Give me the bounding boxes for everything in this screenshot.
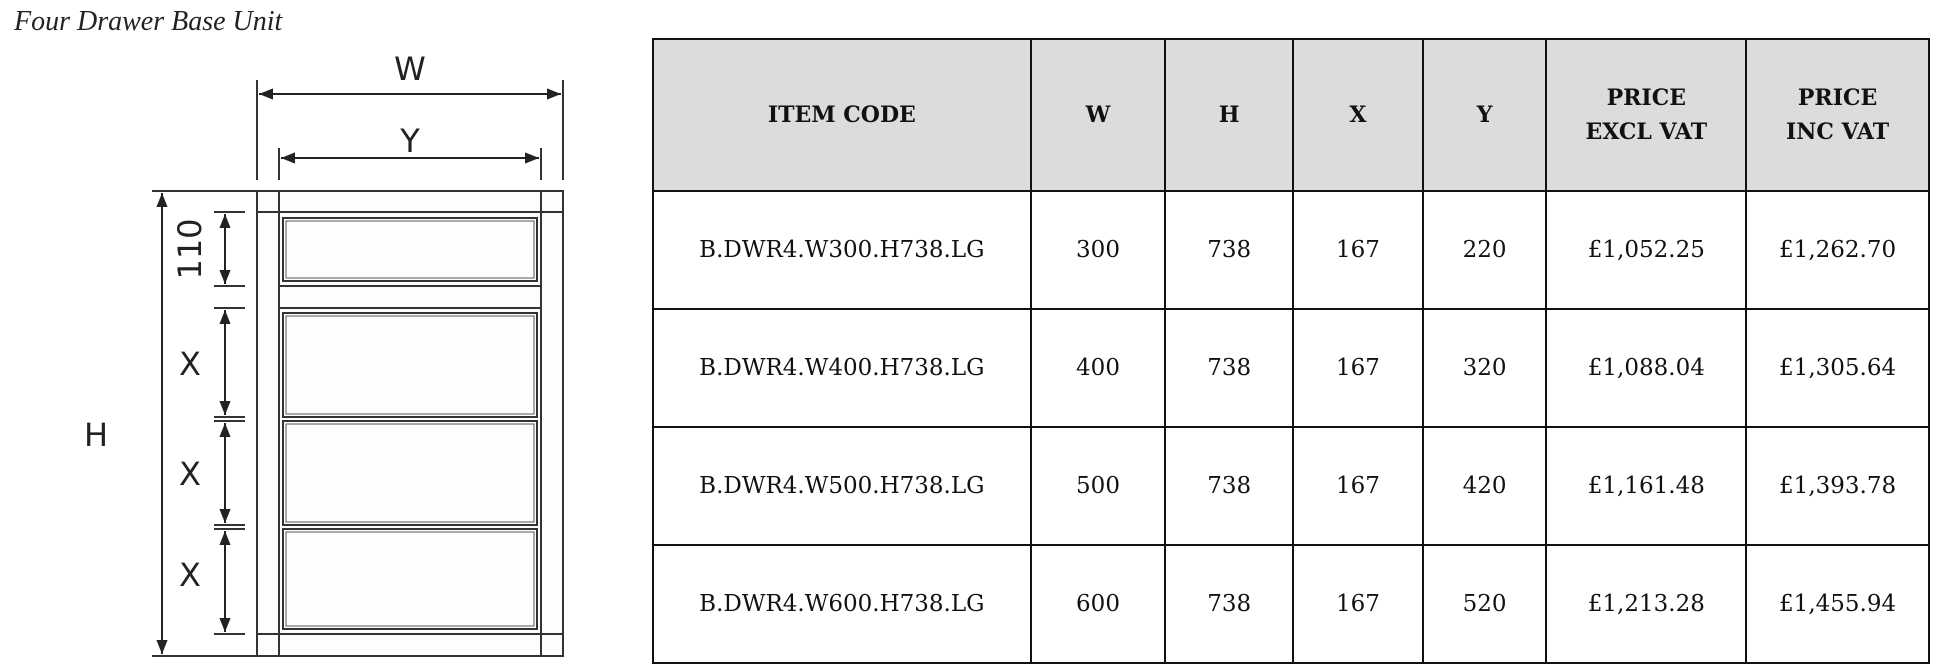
drawer-4-label: X [179, 556, 201, 594]
w-cell: 300 [1031, 191, 1166, 309]
price-table [652, 38, 1930, 664]
y-header: Y [1423, 39, 1547, 191]
w-header: W [1031, 39, 1166, 191]
x-cell: 167 [1293, 427, 1423, 545]
item-code-cell: B.DWR4.W600.H738.LG [653, 545, 1031, 663]
table-row [653, 309, 1929, 427]
price-inc-vat-header [1746, 39, 1929, 191]
price-excl-cell: £1,088.04 [1546, 309, 1746, 427]
price-excl-cell: £1,213.28 [1546, 545, 1746, 663]
table-row [653, 545, 1929, 663]
table-header-row [653, 39, 1929, 191]
x-header: X [1293, 39, 1423, 191]
width-label: W [394, 50, 426, 88]
price-excl-cell: £1,052.25 [1546, 191, 1746, 309]
item-code-header: ITEM CODE [653, 39, 1031, 191]
w-cell: 600 [1031, 545, 1166, 663]
drawer-front-2 [283, 313, 537, 417]
page-title: Four Drawer Base Unit [14, 6, 283, 37]
x-cell: 167 [1293, 309, 1423, 427]
price-inc-line-1: PRICE [1797, 85, 1878, 111]
price-inc-cell: £1,455.94 [1746, 545, 1929, 663]
item-code-cell: B.DWR4.W500.H738.LG [653, 427, 1031, 545]
h-cell: 738 [1165, 427, 1293, 545]
price-excl-vat-header [1546, 39, 1746, 191]
x-cell: 167 [1293, 191, 1423, 309]
drawer-front-4 [283, 529, 537, 629]
inner-width-label: Y [400, 122, 420, 160]
drawer-front-3 [283, 421, 537, 525]
item-code-cell: B.DWR4.W400.H738.LG [653, 309, 1031, 427]
item-code-cell: B.DWR4.W300.H738.LG [653, 191, 1031, 309]
price-inc-cell: £1,393.78 [1746, 427, 1929, 545]
drawer-2-label: X [179, 345, 201, 383]
top-drawer-label: 110 [171, 218, 209, 280]
w-cell: 500 [1031, 427, 1166, 545]
y-cell: 520 [1423, 545, 1547, 663]
y-cell: 420 [1423, 427, 1547, 545]
price-excl-cell: £1,161.48 [1546, 427, 1746, 545]
drawer-front-top [283, 218, 537, 281]
table-row [653, 427, 1929, 545]
h-cell: 738 [1165, 309, 1293, 427]
x-cell: 167 [1293, 545, 1423, 663]
y-cell: 220 [1423, 191, 1547, 309]
height-label: H [83, 416, 109, 454]
price-inc-cell: £1,305.64 [1746, 309, 1929, 427]
h-cell: 738 [1165, 545, 1293, 663]
y-cell: 320 [1423, 309, 1547, 427]
table-row [653, 191, 1929, 309]
price-inc-cell: £1,262.70 [1746, 191, 1929, 309]
h-header: H [1165, 39, 1293, 191]
price-excl-line-2: EXCL VAT [1585, 119, 1708, 145]
w-cell: 400 [1031, 309, 1166, 427]
price-excl-line-1: PRICE [1606, 85, 1687, 111]
price-inc-line-2: INC VAT [1786, 119, 1890, 145]
drawer-3-label: X [179, 455, 201, 493]
cabinet-dimension-diagram [0, 0, 640, 670]
h-cell: 738 [1165, 191, 1293, 309]
